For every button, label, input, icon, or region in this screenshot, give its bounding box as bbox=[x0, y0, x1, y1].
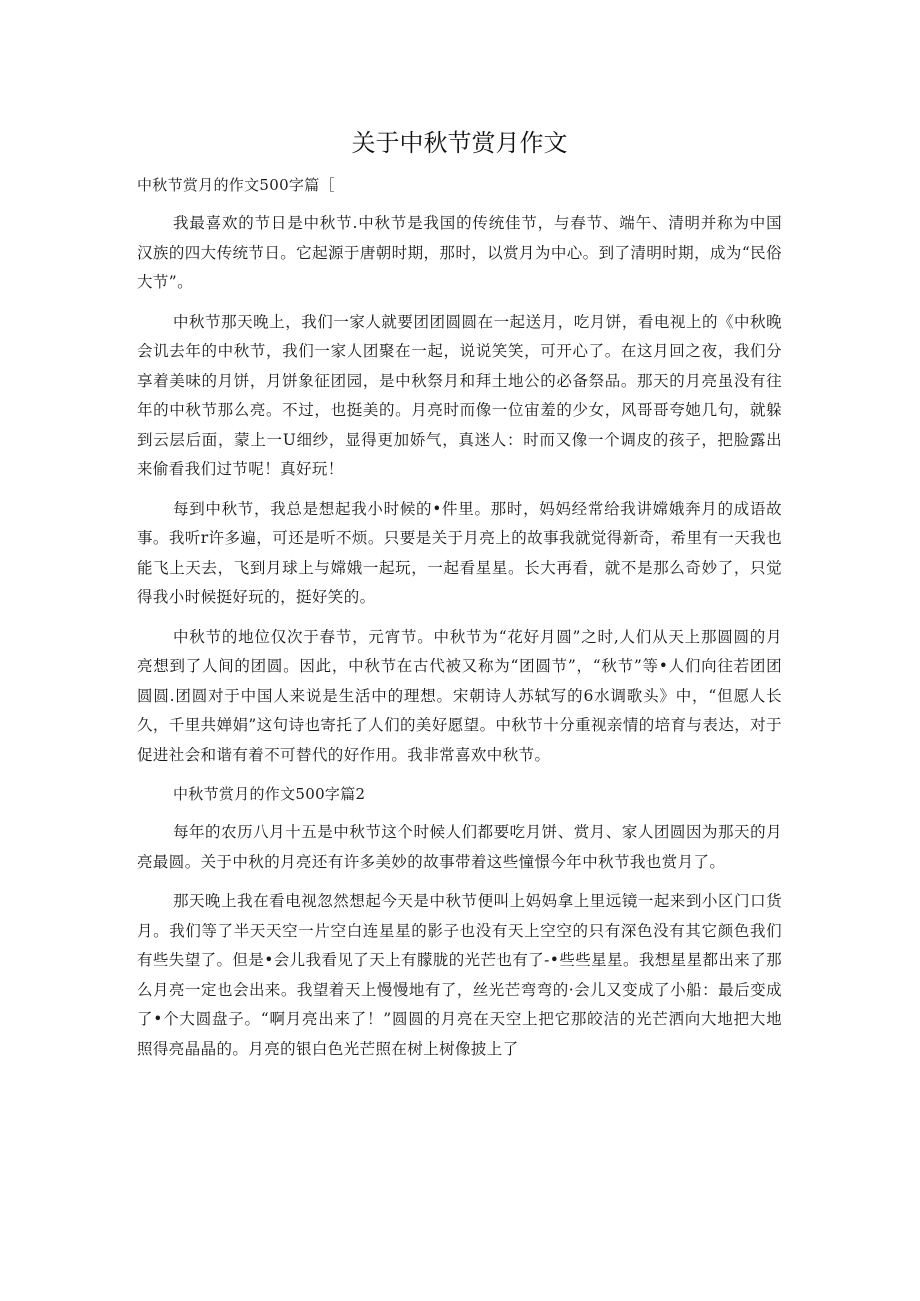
document-body bbox=[137, 171, 782, 1074]
paragraph: 每年的农历八月十五是中秋节这个时候人们都要吃月饼、赏月、家人团圆因为那天的月亮最圆。关于中秋的月亮还有许多美妙的故事带着这些憧憬今年中秋节我也赏月了。 bbox=[137, 823, 782, 871]
document-title: 关于中秋节赏月作文 bbox=[351, 129, 568, 157]
paragraph: 中秋节的地位仅次于春节，元宵节。中秋节为“花好月圆”之时,人们从天上那圆圆的月亮想到了人间的团圆。因此，中秋节在古代被又称为“团圆节”，“秋节”等•人们向往若团团圆圆.团圆对于中国人来说是生活中的理想。宋朝诗人苏轼写的6水调歌头》中，“但愿人长久，千里共婵娟”这句诗也寄托了人们的美好愿望。中秋节十分重视亲情的培育与表达，对于促进社会和谐有着不可替代的好作用。我非常喜欢中秋节。 bbox=[137, 627, 782, 764]
paragraph: 那天晚上我在看电视忽然想起今天是中秋节便叫上妈妈拿上里远镜一起来到小区门口货月。我们等了半天天空一片空白连星星的影子也没有天上空空的只有深色没有其它颜色我们有些失望了。但是•会儿我看见了天上有朦胧的光芒也有了-•些些星星。我想星星都出来了那么月亮一定也会出来。我望着天上慢慢地有了，丝光芒弯弯的·会儿又变成了小船：最后变成了•个大圆盘子。“啊月亮出来了！”圆圆的月亮在天空上把它那皎洁的光芒洒向大地把大地照得亮晶晶的。月亮的银白色光芒照在树上树像披上了 bbox=[137, 892, 782, 1058]
paragraph: 中秋节那天晚上，我们一家人就要团团圆圆在一起送月，吃月饼，看电视上的《中秋晚会讥去年的中秋节，我们一家人团聚在一起，说说笑笑，可开心了。在这月回之夜，我们分享着美味的月饼，月饼象征团园，是中秋祭月和拜土地公的必备祭品。那天的月亮虽没有往年的中秋节那么亮。不过，也挺美的。月亮时而像一位宙羞的少女，风哥哥夸她几句，就躲到云层后面，蒙上一U细纱，显得更加娇气，真迷人：时而又像一个调皮的孩子，把脸露出来偷看我们过节呢！真好玩！ bbox=[137, 312, 782, 478]
section-heading-2: 中秋节赏月的作文500字篇2 bbox=[173, 785, 366, 803]
paragraph: 我最喜欢的节日是中秋节.中秋节是我国的传统佳节，与春节、端午、清明并称为中国汉族的四大传统节日。它起源于唐朝时期，那时，以赏月为中心。到了清明时期，成为“民俗大节”。 bbox=[137, 214, 782, 291]
paragraph: 每到中秋节，我总是想起我小时候的•件里。那时，妈妈经常给我讲嫦娥奔月的成语故事。我听r许多遍，可还是听不烦。只要是关于月亮上的故事我就觉得新奇，希里有一天我也能飞上天去，飞到月球上与嫦娥一起玩，一起看星星。长大再看，就不是那么奇妙了，只觉得我小时候挺好玩的，挺好笑的。 bbox=[137, 499, 782, 606]
section-heading-1: 中秋节赏月的作文500字篇［ bbox=[137, 176, 335, 194]
